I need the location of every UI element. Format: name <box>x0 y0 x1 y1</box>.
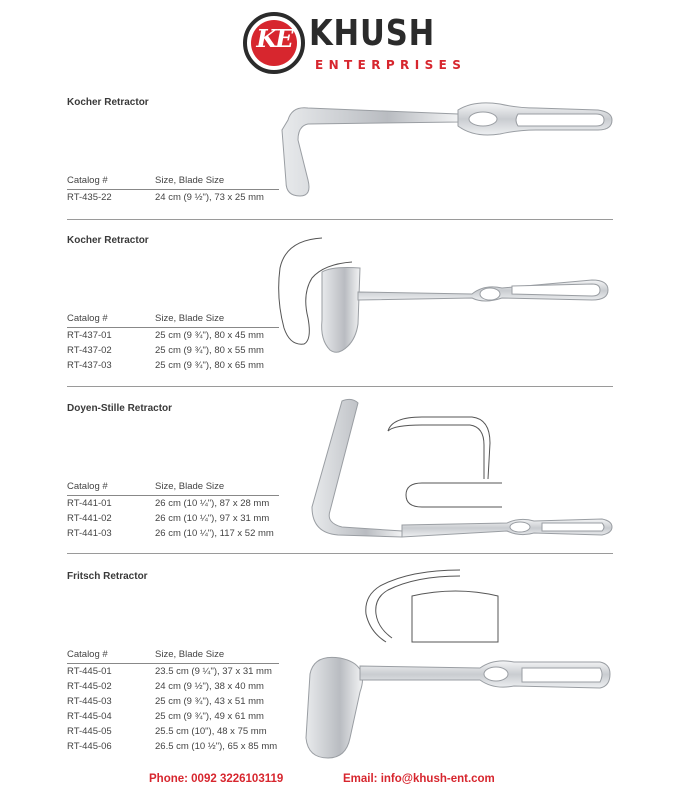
catalog-header: Catalog # <box>67 175 108 186</box>
size-value: 26 cm (10 ¼"), 97 x 31 mm <box>155 513 270 524</box>
catalog-number: RT-441-02 <box>67 513 112 524</box>
table-row <box>67 328 279 343</box>
size-value: 25 cm (9 ¾"), 43 x 51 mm <box>155 696 264 707</box>
company-tagline: ENTERPRISES <box>315 58 467 72</box>
table-row <box>67 694 279 709</box>
product-title: Doyen-Stille Retractor <box>67 403 173 414</box>
catalog-number: RT-437-02 <box>67 345 112 356</box>
catalog-header: Catalog # <box>67 313 108 324</box>
email-link[interactable]: Email: info@khush-ent.com <box>343 773 495 785</box>
catalog-number: RT-437-01 <box>67 330 112 341</box>
catalog-table <box>67 481 279 541</box>
table-row <box>67 679 279 694</box>
size-value: 26 cm (10 ¼"), 87 x 28 mm <box>155 498 270 509</box>
logo-mark: KE <box>256 24 292 53</box>
table-row <box>67 526 279 541</box>
size-value: 25 cm (9 ¾"), 49 x 61 mm <box>155 711 264 722</box>
table-row <box>67 358 279 373</box>
catalog-number: RT-445-02 <box>67 681 112 692</box>
catalog-number: RT-441-01 <box>67 498 112 509</box>
product-title: Fritsch Retractor <box>67 571 148 582</box>
size-value: 26.5 cm (10 ½"), 65 x 85 mm <box>155 741 278 752</box>
catalog-header: Catalog # <box>67 649 108 660</box>
catalog-number: RT-437-03 <box>67 360 112 371</box>
logo-emblem <box>243 12 305 74</box>
table-row <box>67 724 279 739</box>
company-name: KHUSH <box>309 13 436 54</box>
size-value: 25 cm (9 ¾"), 80 x 45 mm <box>155 330 264 341</box>
size-header: Size, Blade Size <box>155 481 225 492</box>
size-value: 25 cm (9 ¾"), 80 x 65 mm <box>155 360 264 371</box>
catalog-number: RT-445-01 <box>67 666 112 677</box>
fritsch-retractor-image <box>300 562 618 762</box>
table-row <box>67 709 279 724</box>
company-logo <box>243 12 467 82</box>
size-header: Size, Blade Size <box>155 313 225 324</box>
size-value: 24 cm (9 ½"), 38 x 40 mm <box>155 681 264 692</box>
catalog-number: RT-441-03 <box>67 528 112 539</box>
catalog-number: RT-435-22 <box>67 192 112 203</box>
catalog-number: RT-445-05 <box>67 726 112 737</box>
section-divider <box>67 553 613 554</box>
catalog-number: RT-445-03 <box>67 696 112 707</box>
table-row <box>67 496 279 511</box>
catalog-header: Catalog # <box>67 481 108 492</box>
catalog-table <box>67 313 279 373</box>
kocher-retractor-image <box>278 100 618 200</box>
size-value: 25 cm (9 ¾"), 80 x 55 mm <box>155 345 264 356</box>
catalog-number: RT-445-04 <box>67 711 112 722</box>
size-value: 25.5 cm (10"), 48 x 75 mm <box>155 726 267 737</box>
phone-number[interactable]: Phone: 0092 3226103119 <box>149 773 284 785</box>
product-title: Kocher Retractor <box>67 235 149 246</box>
catalog-table <box>67 175 279 205</box>
table-row <box>67 190 279 205</box>
table-row <box>67 739 279 754</box>
section-divider <box>67 386 613 387</box>
catalog-number: RT-445-06 <box>67 741 112 752</box>
doyen-stille-retractor-image <box>302 395 617 543</box>
table-row <box>67 511 279 526</box>
size-header: Size, Blade Size <box>155 649 225 660</box>
size-value: 23.5 cm (9 ¼"), 37 x 31 mm <box>155 666 272 677</box>
kocher-retractor-image <box>272 228 617 368</box>
table-row <box>67 664 279 679</box>
catalog-table <box>67 649 279 754</box>
product-title: Kocher Retractor <box>67 97 149 108</box>
size-value: 24 cm (9 ½"), 73 x 25 mm <box>155 192 264 203</box>
size-value: 26 cm (10 ¼"), 117 x 52 mm <box>155 528 274 539</box>
section-divider <box>67 219 613 220</box>
size-header: Size, Blade Size <box>155 175 225 186</box>
table-row <box>67 343 279 358</box>
